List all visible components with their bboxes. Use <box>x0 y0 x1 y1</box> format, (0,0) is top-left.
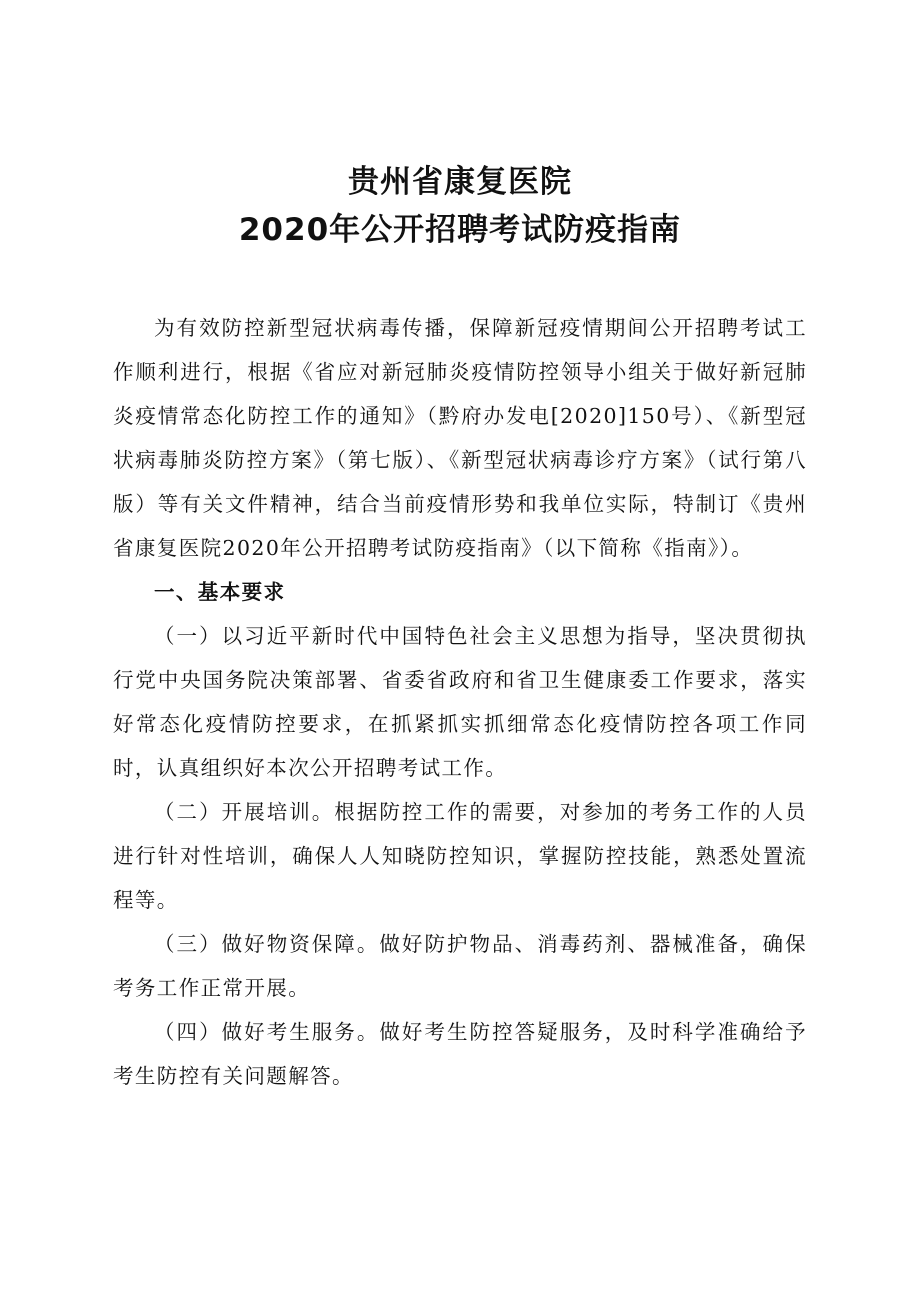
list-item-1: （一）以习近平新时代中国特色社会主义思想为指导，坚决贯彻执行党中央国务院决策部署、省委省政府和省卫生健康委工作要求，落实好常态化疫情防控要求，在抓紧抓实抓细常态化疫情防控各项工作同时，认真组织好本次公开招聘考试工作。 <box>113 624 807 780</box>
intro-paragraph: 为有效防控新型冠状病毒传播，保障新冠疫情期间公开招聘考试工作顺利进行，根据《省应对新冠肺炎疫情防控领导小组关于做好新冠肺炎疫情常态化防控工作的通知》（黔府办发电[2020]150号）、《新型冠状病毒肺炎防控方案》（第七版）、《新型冠状病毒诊疗方案》（试行第八版）等有关文件精神，结合当前疫情形势和我单位实际，特制订《贵州省康复医院2020年公开招聘考试防疫指南》（以下简称《指南》）。 <box>113 316 807 560</box>
list-item-4: （四）做好考生服务。做好考生防控答疑服务，及时科学准确给予考生防控有关问题解答。 <box>113 1020 807 1088</box>
document-body <box>113 306 807 1098</box>
title-line-1: 贵州省康复医院 <box>348 164 572 200</box>
section-heading-basic-requirements: 一、基本要求 <box>154 580 286 604</box>
list-item-2: （二）开展培训。根据防控工作的需要，对参加的考务工作的人员进行针对性培训，确保人人知晓防控知识，掌握防控技能，熟悉处置流程等。 <box>113 800 807 912</box>
title-line-2: 2020年公开招聘考试防疫指南 <box>238 212 682 248</box>
document-title <box>0 158 920 254</box>
list-item-3: （三）做好物资保障。做好防护物品、消毒药剂、器械准备，确保考务工作正常开展。 <box>113 932 807 1000</box>
